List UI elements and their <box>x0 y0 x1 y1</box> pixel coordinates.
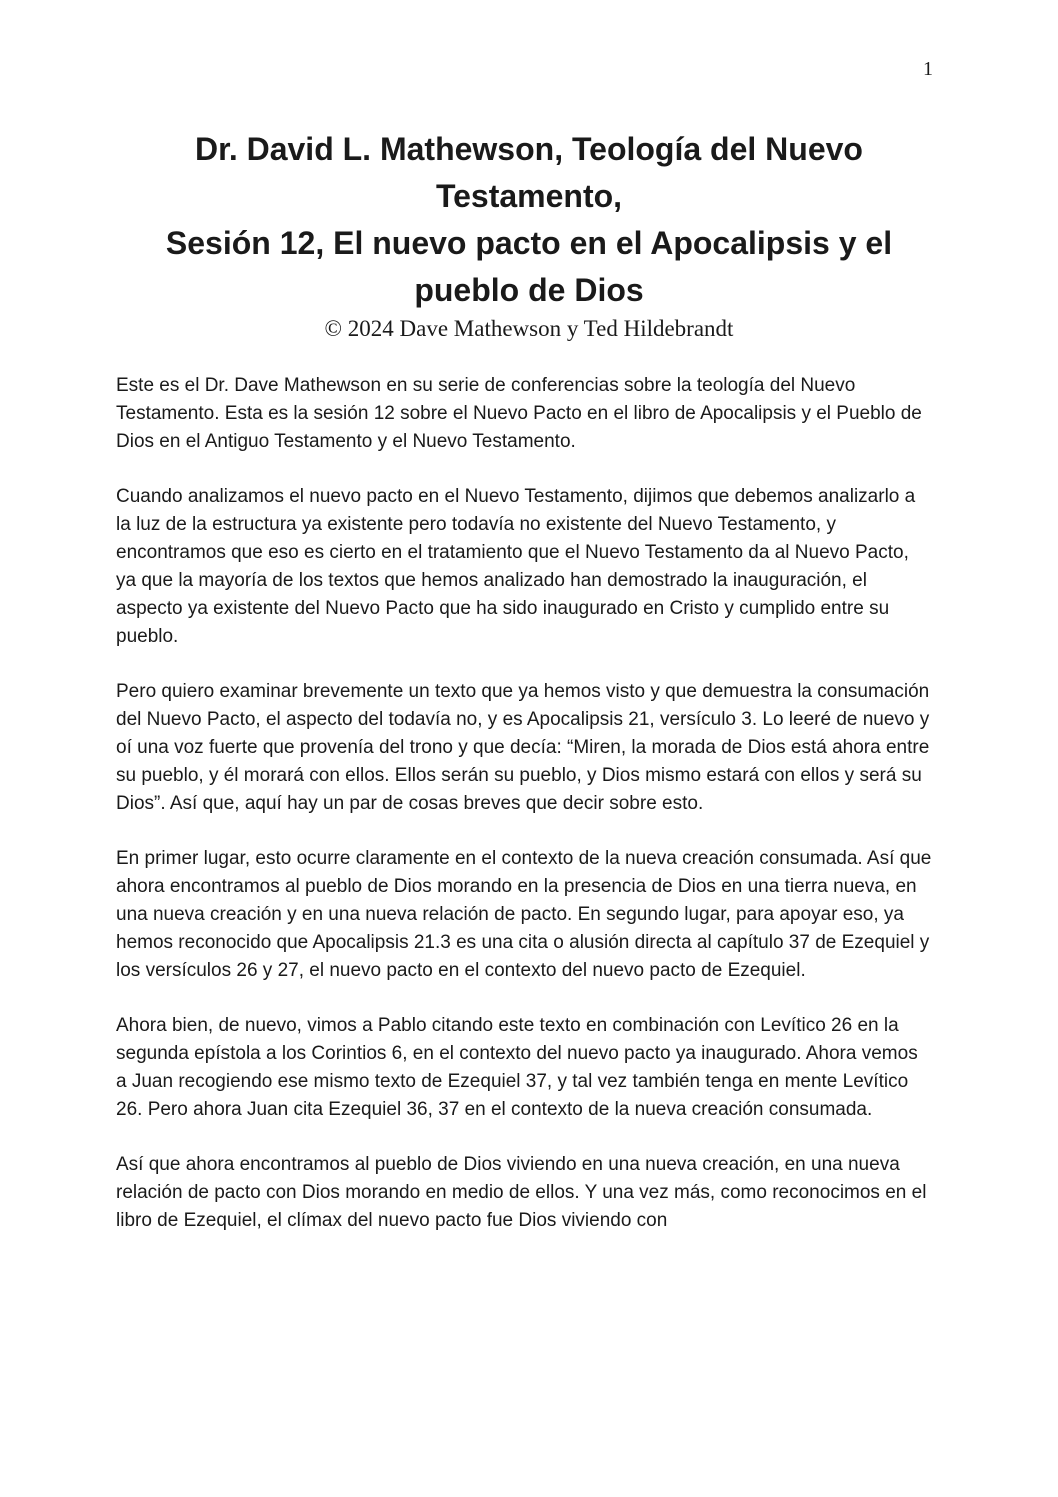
paragraph-2: Cuando analizamos el nuevo pacto en el Nuevo Testamento, dijimos que debemos analizarlo a la luz de la estructura ya existente pero todavía no existente del Nuevo Testamento, y encontramos que eso es cierto en el tratamiento que el Nuevo Testamento da al Nuevo Pacto, ya que la mayoría de los textos que hemos analizado han demostrado la inauguración, el aspecto ya existente del Nuevo Pacto que ha sido inaugurado en Cristo y cumplido entre su pueblo. <box>116 486 916 647</box>
paragraph-6: Así que ahora encontramos al pueblo de Dios viviendo en una nueva creación, en una nueva relación de pacto con Dios morando en medio de ellos. Y una vez más, como reconocimos en el libro de Ezequiel, el clímax del nuevo pacto fue Dios viviendo con <box>116 1154 927 1231</box>
paragraph-5: Ahora bien, de nuevo, vimos a Pablo citando este texto en combinación con Levítico 26 en la segunda epístola a los Corintios 6, en el contexto del nuevo pacto ya inaugurado. Ahora vemos a Juan recogiendo ese mismo texto de Ezequiel 37, y tal vez también tenga en mente Levítico 26. Pero ahora Juan cita Ezequiel 36, 37 en el contexto de la nueva creación consumada. <box>116 1015 918 1120</box>
title-line-2: Testamento, <box>435 178 623 214</box>
title-line-4: pueblo de Dios <box>414 272 644 308</box>
copyright-line: © 2024 Dave Mathewson y Ted Hildebrandt <box>324 316 734 341</box>
paragraph-1: Este es el Dr. Dave Mathewson en su serie de conferencias sobre la teología del Nuevo Testamento. Esta es la sesión 12 sobre el Nuevo Pacto en el libro de Apocalipsis y el Pueblo de Dios en el Antiguo Testamento y el Nuevo Testamento. <box>116 375 922 452</box>
document-body <box>116 372 932 1235</box>
title-line-1: Dr. David L. Mathewson, Teología del Nuevo <box>195 131 863 167</box>
document-title <box>0 126 1058 314</box>
title-line-3: Sesión 12, El nuevo pacto en el Apocalipsis y el <box>165 225 893 261</box>
page-number: 1 <box>923 58 933 80</box>
paragraph-4: En primer lugar, esto ocurre claramente en el contexto de la nueva creación consumada. Así que ahora encontramos al pueblo de Dios morando en la presencia de Dios en una tierra nueva, en una nueva creación y en una nueva relación de pacto. En segundo lugar, para apoyar eso, ya hemos reconocido que Apocalipsis 21.3 es una cita o alusión directa al capítulo 37 de Ezequiel y los versículos 26 y 27, el nuevo pacto en el contexto del nuevo pacto de Ezequiel. <box>116 848 932 981</box>
paragraph-3: Pero quiero examinar brevemente un texto que ya hemos visto y que demuestra la consumación del Nuevo Pacto, el aspecto del todavía no, y es Apocalipsis 21, versículo 3. Lo leeré de nuevo y oí una voz fuerte que provenía del trono y que decía: “Miren, la morada de Dios está ahora entre su pueblo, y él morará con ellos. Ellos serán su pueblo, y Dios mismo estará con ellos y será su Dios”. Así que, aquí hay un par de cosas breves que decir sobre esto. <box>116 681 930 814</box>
document-header <box>0 0 1058 343</box>
